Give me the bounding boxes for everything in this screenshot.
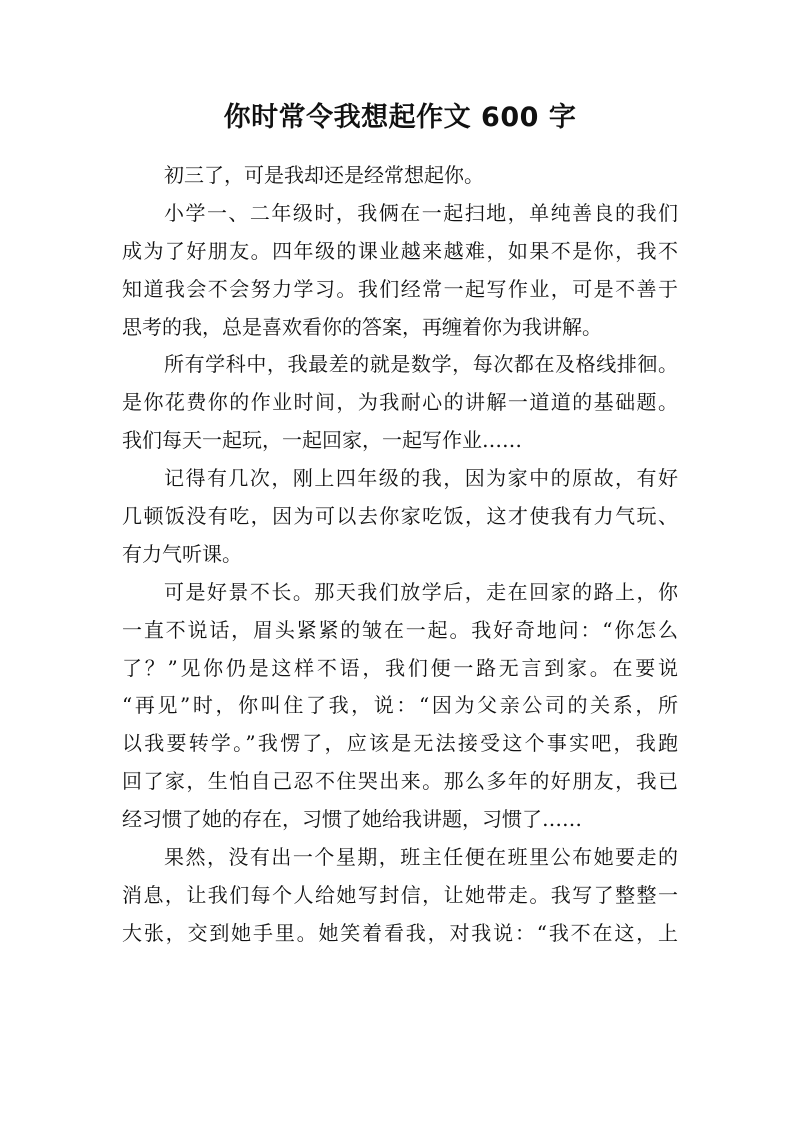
- paragraph-line: 成为了好朋友。四年级的课业越来越难，如果不是你，我不: [122, 238, 678, 263]
- paragraph-line: 小学一、二年级时，我俩在一起扫地，单纯善良的我们: [164, 200, 678, 225]
- essay-body: [122, 157, 678, 953]
- paragraph-line: 回了家，生怕自己忍不住哭出来。那么多年的好朋友，我已: [122, 769, 678, 794]
- paragraph-line: 思考的我，总是喜欢看你的答案，再缠着你为我讲解。: [122, 314, 602, 339]
- document-title: 你时常令我想起作文 600 字: [223, 102, 577, 133]
- paragraph-line: 可是好景不长。那天我们放学后，走在回家的路上，你: [164, 579, 678, 604]
- paragraph-line: 大张，交到她手里。她笑着看我，对我说：“我不在这，上: [122, 920, 678, 945]
- paragraph-line: 我们每天一起玩，一起回家，一起写作业……: [122, 428, 522, 453]
- paragraph-line: 知道我会不会努力学习。我们经常一起写作业，可是不善于: [122, 276, 678, 301]
- paragraph-line: 几顿饭没有吃，因为可以去你家吃饭，这才使我有力气玩、: [122, 504, 678, 529]
- paragraph-line: 了？”见你仍是这样不语，我们便一路无言到家。在要说: [122, 655, 678, 680]
- paragraph-line: “再见”时，你叫住了我，说：“因为父亲公司的关系，所: [122, 693, 678, 718]
- paragraph-line: 消息，让我们每个人给她写封信，让她带走。我写了整整一: [122, 882, 678, 907]
- paragraph-line: 果然，没有出一个星期，班主任便在班里公布她要走的: [164, 845, 678, 870]
- paragraph-line: 初三了，可是我却还是经常想起你。: [164, 163, 484, 187]
- paragraph-line: 以我要转学。”我愣了，应该是无法接受这个事实吧，我跑: [122, 731, 678, 756]
- paragraph-line: 有力气听课。: [122, 541, 242, 566]
- paragraph-line: 记得有几次，刚上四年级的我，因为家中的原故，有好: [164, 466, 678, 491]
- paragraph-line: 是你花费你的作业时间，为我耐心的讲解一道道的基础题。: [122, 390, 678, 415]
- paragraph-line: 所有学科中，我最差的就是数学，每次都在及格线排徊。: [164, 352, 678, 377]
- paragraph-line: 一直不说话，眉头紧紧的皱在一起。我好奇地问：“你怎么: [122, 617, 678, 642]
- paragraph-line: 经习惯了她的存在，习惯了她给我讲题，习惯了……: [122, 807, 582, 832]
